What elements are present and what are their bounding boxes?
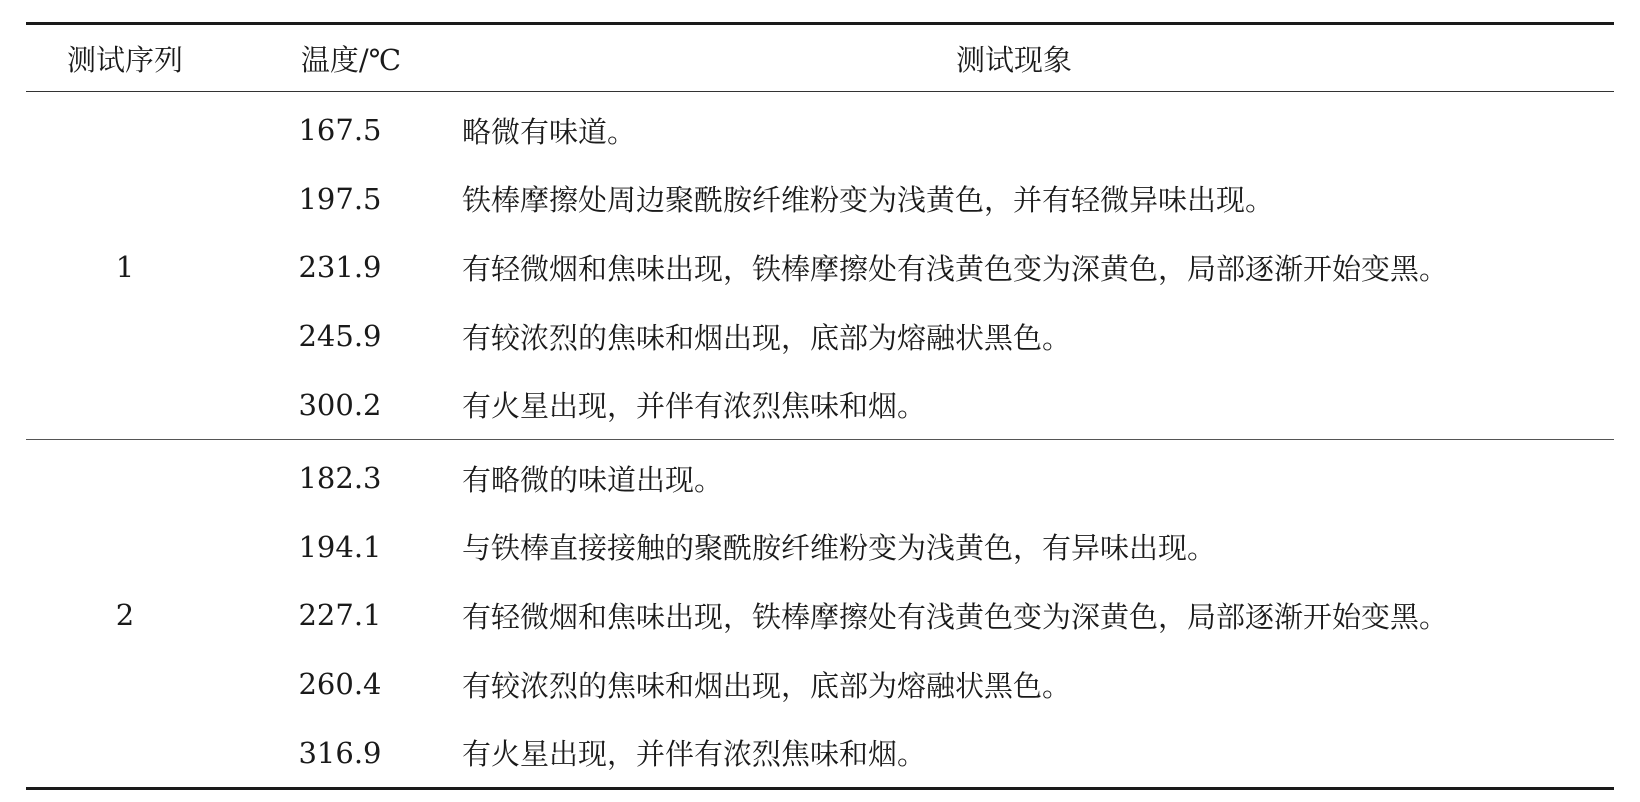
table-row bbox=[26, 165, 1614, 234]
temperature-cell: 231.9 bbox=[298, 250, 382, 285]
phenomenon-cell: 有轻微烟和焦味出现，铁棒摩擦处有浅黄色变为深黄色，局部逐渐开始变黑。 bbox=[462, 599, 1449, 634]
header-temperature-label: 温度/℃ bbox=[300, 42, 402, 77]
table-row bbox=[26, 718, 1614, 788]
temperature-cell: 167.5 bbox=[298, 113, 382, 148]
results-table bbox=[26, 22, 1614, 790]
group-sequence-cell: 1 bbox=[115, 250, 135, 285]
header-temperature bbox=[224, 24, 414, 92]
header-row bbox=[26, 24, 1614, 92]
phenomenon-cell: 有轻微烟和焦味出现，铁棒摩擦处有浅黄色变为深黄色，局部逐渐开始变黑。 bbox=[462, 251, 1449, 286]
temperature-cell: 245.9 bbox=[298, 319, 382, 354]
phenomenon-cell: 与铁棒直接接触的聚酰胺纤维粉变为浅黄色，有异味出现。 bbox=[462, 531, 1217, 566]
table-row bbox=[26, 581, 1614, 650]
group-sequence-cell: 2 bbox=[115, 598, 135, 633]
temperature-cell: 194.1 bbox=[298, 529, 382, 564]
phenomenon-cell: 有略微的味道出现。 bbox=[462, 462, 724, 497]
phenomenon-cell: 有火星出现，并伴有浓烈焦味和烟。 bbox=[462, 389, 927, 424]
temperature-cell: 300.2 bbox=[298, 387, 382, 422]
temperature-cell: 182.3 bbox=[298, 461, 382, 496]
table-row bbox=[26, 233, 1614, 302]
table-row bbox=[26, 439, 1614, 512]
temperature-cell: 227.1 bbox=[298, 598, 382, 633]
phenomenon-cell: 有较浓烈的焦味和烟出现，底部为熔融状黑色。 bbox=[462, 320, 1072, 355]
temperature-cell: 197.5 bbox=[298, 181, 382, 216]
table-row bbox=[26, 302, 1614, 371]
phenomenon-cell: 铁棒摩擦处周边聚酰胺纤维粉变为浅黄色，并有轻微异味出现。 bbox=[462, 183, 1275, 218]
table-group-1 bbox=[26, 92, 1614, 440]
table-row bbox=[26, 370, 1614, 439]
table-row bbox=[26, 513, 1614, 582]
table-header bbox=[26, 24, 1614, 92]
phenomenon-cell: 略微有味道。 bbox=[462, 114, 637, 149]
phenomenon-cell: 有较浓烈的焦味和烟出现，底部为熔融状黑色。 bbox=[462, 668, 1072, 703]
header-test-sequence: 测试序列 bbox=[66, 42, 183, 77]
results-table-container bbox=[26, 22, 1614, 790]
table-row bbox=[26, 650, 1614, 719]
temperature-cell: 260.4 bbox=[298, 667, 382, 702]
table-row bbox=[26, 92, 1614, 165]
phenomenon-cell: 有火星出现，并伴有浓烈焦味和烟。 bbox=[462, 737, 927, 772]
temperature-cell: 316.9 bbox=[298, 735, 382, 770]
table-group-2 bbox=[26, 439, 1614, 788]
header-phenomenon: 测试现象 bbox=[955, 42, 1072, 77]
